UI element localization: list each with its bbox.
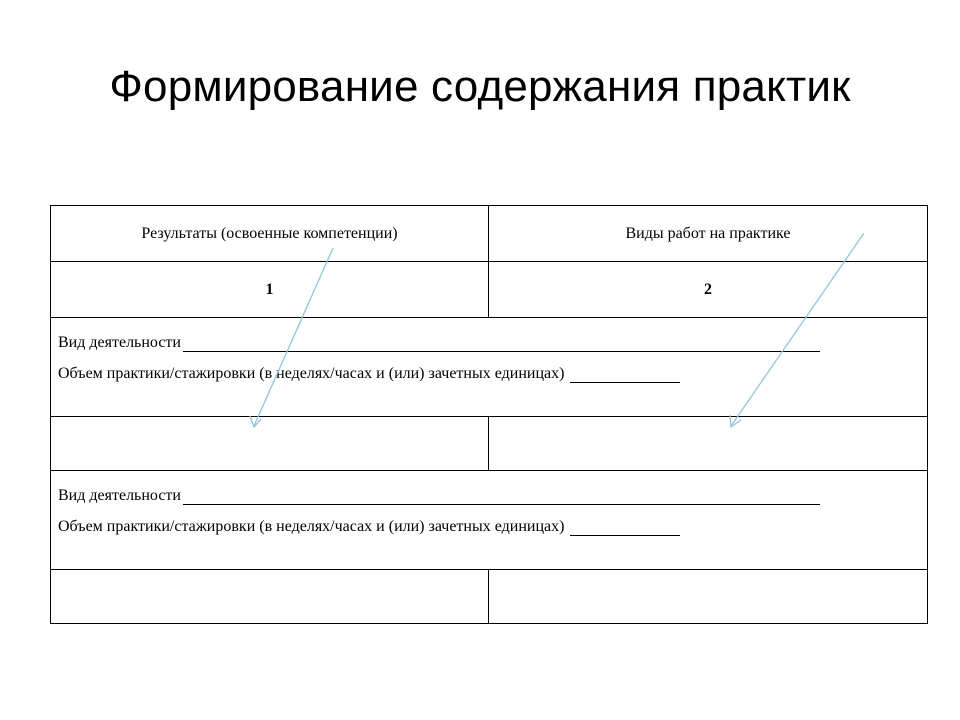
- activity-label: Вид деятельности: [58, 487, 181, 504]
- column-number-1: 1: [51, 262, 489, 318]
- header-work-types-cell: Виды работ на практике: [489, 206, 928, 262]
- header-results-cell: Результаты (освоенные компетенции): [51, 206, 489, 262]
- volume-line: [58, 514, 927, 536]
- table-header-row: [51, 206, 928, 262]
- column-number-row: [51, 262, 928, 318]
- volume-fill-line[interactable]: [570, 368, 680, 383]
- practice-content-table: [50, 205, 928, 624]
- blank-results-cell[interactable]: [51, 570, 489, 624]
- activity-fill-line[interactable]: [183, 490, 820, 505]
- activity-line: [58, 330, 927, 352]
- blank-work-types-cell[interactable]: [489, 570, 928, 624]
- volume-label: Объем практики/стажировки (в неделях/часах и (или) зачетных единицах): [58, 365, 565, 382]
- column-number-2: 2: [489, 262, 928, 318]
- activity-section-row: [51, 318, 928, 417]
- activity-line: [58, 483, 927, 505]
- volume-fill-line[interactable]: [570, 521, 680, 536]
- blank-row: [51, 570, 928, 624]
- blank-row: [51, 417, 928, 471]
- slide-title: Формирование содержания практик: [109, 62, 851, 111]
- volume-label: Объем практики/стажировки (в неделях/часах и (или) зачетных единицах): [58, 518, 565, 535]
- activity-section-row: [51, 471, 928, 570]
- blank-work-types-cell[interactable]: [489, 417, 928, 471]
- activity-fill-line[interactable]: [183, 337, 820, 352]
- activity-section-cell: [51, 318, 928, 417]
- activity-section-cell: [51, 471, 928, 570]
- volume-line: [58, 361, 927, 383]
- blank-results-cell[interactable]: [51, 417, 489, 471]
- activity-label: Вид деятельности: [58, 334, 181, 351]
